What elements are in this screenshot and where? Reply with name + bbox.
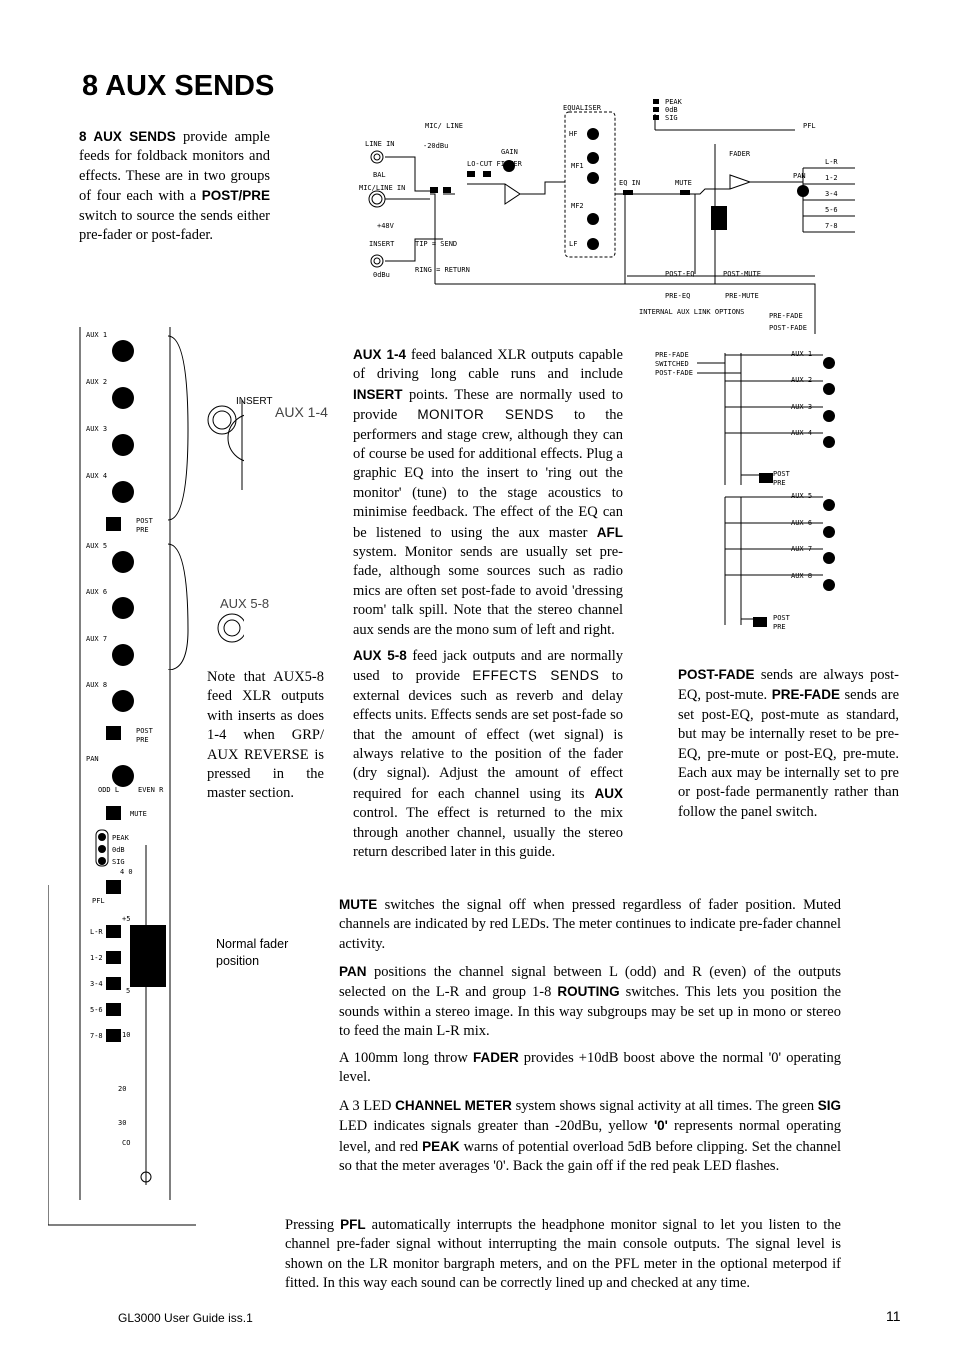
keyword: AFL [596,524,623,540]
keyword: PAN [339,964,367,979]
text: LED indicates signals greater than -20dBu, yellow [339,1118,654,1135]
text: Pressing [285,1217,341,1233]
text: points. These are normally used to provide [353,386,623,424]
label: MUTE [675,179,692,187]
label: GAIN [501,148,518,156]
label: MUTE [130,810,147,818]
label: POST [136,517,153,525]
label: AUX 4 [791,429,813,437]
label: AUX 4 [86,472,108,480]
label: 5 [126,987,131,995]
label: TIP = SEND [415,240,458,248]
label: 3-4 [90,980,103,988]
label: POST-MUTE [723,270,761,278]
keyword: SIG [817,1098,841,1113]
label: EVEN R [138,786,164,794]
label: AUX 3 [86,425,108,433]
label: HF [569,130,578,138]
label: PRE [773,623,786,631]
label: AUX 7 [86,635,108,643]
pan-paragraph [339,962,841,1042]
text: switches. This lets you position the sounds within a stereo image. In this way subgroups may be set up in mono or stereo to feed the main L-R mix. [339,984,842,1040]
aux58-note: Note that AUX5-8 feed XLR outputs with inserts as does 1-4 when GRP/ AUX REVERSE is pressed in the master section. [207,669,324,802]
keyword: '0' [653,1118,668,1134]
keyword: POST/PRE [201,188,270,204]
label: PRE-MUTE [725,292,759,300]
page-title: 8 AUX SENDS [82,70,275,102]
keyword: INSERT [353,386,403,402]
label: +48V [377,222,394,230]
label: AUX 7 [791,545,813,553]
label: POST [773,614,790,622]
label: POST-FADE [769,324,807,332]
meter-paragraph [339,1096,841,1177]
fader-paragraph [339,1048,841,1088]
label: POST-FADE [655,369,693,377]
label: 5-6 [90,1006,103,1014]
label: 7-8 [825,222,838,230]
connector-panel [164,330,244,670]
mute-paragraph [339,895,841,954]
aux58-paragraph [353,646,623,862]
intro-paragraph [79,127,270,245]
label: PEAK [112,834,129,842]
label: AUX 1 [791,350,813,358]
label: AUX 2 [791,376,813,384]
label: EQUALISER [563,104,601,112]
label: PRE [136,736,149,744]
keyword: MUTE [339,897,378,912]
text: positions the channel signal between L (odd) and R (even) of the outputs selected on the L-R and group 1-8 [339,964,841,1001]
label: POST [773,470,790,478]
label: 0dBu [373,271,390,279]
label: CO [122,1139,131,1147]
label: -20dBu [423,142,449,150]
aux14-paragraph [353,345,623,640]
aux-switching-diagram [655,345,855,635]
label: L-R [825,158,838,166]
label: BAL [373,171,386,179]
label: AUX 6 [791,519,813,527]
label: PFL [92,897,105,905]
text: system. Monitor sends are usually set pre-fade, although some sources such as radio mics are often set post-fade to avoid 'dressing room' talk spill. Note that the stereo channel aux sends are the mono sum of left and right. [353,544,623,638]
insert-label: INSERT [236,396,273,407]
label: INTERNAL AUX LINK OPTIONS [639,308,745,316]
text: feed balanced XLR outputs capable of driving long cable runs and include [353,347,623,383]
label: PAN [86,755,99,763]
label: LINE IN [365,140,395,148]
keyword: EFFECTS SENDS [472,668,600,684]
label: INSERT [369,240,395,248]
label: 5-6 [825,206,838,214]
page-number: 11 [886,1308,901,1324]
text: control. The effect is returned to the mix through another channel, usually the stereo return described later in this guide. [353,805,623,861]
label: AUX 8 [791,572,813,580]
label: PRE-FADE [769,312,803,320]
label: PRE [773,479,786,487]
text: represents normal operating level, and red [339,1118,841,1155]
label: PRE-EQ [665,292,691,300]
label: AUX 2 [86,378,108,386]
aux58-label: AUX 5-8 [220,596,270,611]
keyword: ROUTING [557,984,620,1000]
keyword: MONITOR SENDS [417,407,554,423]
label: MIC/LINE IN [359,184,406,192]
keyword: CHANNEL METER [395,1098,512,1113]
keyword: PFL [340,1217,366,1232]
label: PRE [136,526,149,534]
label: EQ IN [619,179,641,187]
label: +5 [122,915,131,923]
keyword: AUX 5-8 [353,648,407,663]
label: SIG [112,858,125,866]
label: MIC/ LINE [425,122,463,130]
keyword: POST-FADE [678,667,755,682]
keyword: 8 AUX SENDS [79,129,176,144]
text: to external devices such as reverb and delay effects units. Effects sends are set post-fade so that the amount of effect (wet signal) is always relative to the position of the fader (dry signal). Adjust the amount of effect required for each channel using its [353,668,624,802]
footer-model: GL3000 User Guide iss.1 [118,1311,253,1325]
label: SWITCHED [655,360,689,368]
label: POST-EQ [665,270,695,278]
label: 20 [118,1085,127,1093]
label: LF [569,240,578,248]
label: 10 [122,1031,131,1039]
label: PFL [803,122,816,130]
text: A 3 LED [339,1098,396,1114]
label: LO-CUT FILTER [467,160,522,168]
label: AUX 5 [791,492,813,500]
label: 4 0 [120,868,133,876]
text: switches the signal off when pressed regardless of fader position. Muted channels are indicated by red LEDs. The meter continues to indicate pre-fader channel activity. [339,897,841,952]
label: 0dB [112,846,125,854]
label: 0dB [665,106,678,114]
text: to the performers and stage crew, although they can of course be used for additional effects. Plug a graphic EQ into the insert to 'ring out the monitor' (tune) to the stage acoustics to minimise feedback. The effect of the EQ can be listened to using the aux master [353,407,623,541]
label: AUX 5 [86,542,108,550]
text: automatically interrupts the headphone monitor signal to let you listen to the channel pre-fader signal without interrupting the main console outputs. The signal level is shown on the LR monitor bargraph meters, and on the PFL meter in the optional meterpod if fitted. In this way each sound can be correctly lined up and checked at any time. [285,1217,841,1292]
label: 7-8 [90,1032,103,1040]
text: provide ample feeds for foldback monitors and effects. These are in two groups of four each with a [79,129,270,205]
keyword: PRE-FADE [771,687,840,703]
label: 3-4 [825,190,838,198]
aux14-label: AUX 1-4 [275,404,328,420]
text: system shows signal activity at all times. The green [511,1098,818,1114]
text: A 100mm long throw [339,1050,473,1066]
postfade-paragraph [678,665,899,822]
label: L-R [90,928,103,936]
label: PEAK [665,98,682,106]
label: 1-2 [825,174,838,182]
label: AUX 6 [86,588,108,596]
label: PRE-FADE [655,351,689,359]
label: 1-2 [90,954,103,962]
label: SIG [665,114,678,122]
label: MF2 [571,202,584,210]
label: PAN [793,172,806,180]
label: ODD L [98,786,120,794]
keyword: AUX [594,785,623,801]
label: 30 [118,1119,127,1127]
label: RING = RETURN [415,266,470,274]
label: AUX 3 [791,403,813,411]
text: feed jack outputs and are normally used to provide [353,648,624,685]
label: POST [136,727,153,735]
label: FADER [729,150,751,158]
keyword: FADER [472,1050,519,1065]
fader-caption: Normal fader position [216,937,289,968]
label: AUX 1 [86,331,108,339]
text: sends are set post-EQ, post-mute as standard, but may be internally reset to be pre-EQ, pre-mute or post-EQ, pre-mute. Each aux may be internally set to pre or post-fade permanently rather than follow the panel switch. [678,687,900,820]
keyword: AUX 1-4 [353,347,407,362]
keyword: PEAK [422,1138,460,1154]
text: switch to source the sends either pre-fader or post-fader. [79,207,270,244]
text: warns of potential overload 5dB before clipping. Set the channel so that the meter averages '0'. Back the gain off if the red peak LED flashes. [339,1138,841,1175]
text: sends are always post-EQ, post-mute. [678,667,899,704]
label: AUX 8 [86,681,108,689]
text: provides +10dB boost above the normal '0' operating level. [339,1050,841,1086]
label: MF1 [571,162,584,170]
pfl-paragraph [285,1215,841,1294]
signal-flow-diagram [355,94,865,334]
